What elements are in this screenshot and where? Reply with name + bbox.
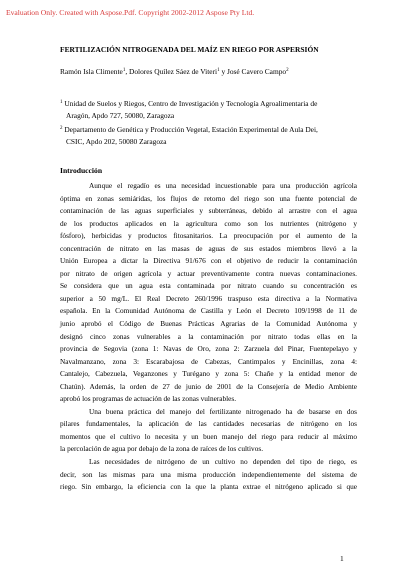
body-line: momentos que el cultivo lo necesita y un buen manejo del riego para reducir al máximo xyxy=(60,431,357,441)
body-line: riego. Sin embargo, la eficiencia con la que la planta extrae el nitrógeno aplicado si que xyxy=(60,482,357,492)
body-line: española. En la Comunidad Autónoma de Castilla y León el Decreto 109/1998 de 11 de xyxy=(60,306,357,316)
body-line: junio aprobó el Código de Buenas Prácticas Agrarias de la Comunidad Autónoma y xyxy=(60,319,357,329)
body-line: contaminación de las aguas superficiales y subterráneas, debido al arrastre con el agua xyxy=(60,206,357,216)
body-line: Navalmanzano, zona 3: Escarabajosa de Cabezas, Cantimpalos y Encinillas, zona 4: xyxy=(60,356,357,366)
body-line: Una buena práctica del manejo del fertilizante nitrogenado ha de basarse en dos xyxy=(89,406,357,416)
body-line: fósforo), herbicidas y productos fitosanitarios. La preocupación por el aumento de la xyxy=(60,231,357,241)
body-line: la percolación de agua por debajo de la zona de raíces de los cultivos. xyxy=(60,444,264,454)
body-line: Unión Europea a dictar la Directiva 91/676 con el objetivo de reducir la contaminación xyxy=(60,256,357,266)
body-line: superior a 50 mg/L. El Real Decreto 260/1996 traspuso esta directiva a la Normativa xyxy=(60,293,357,303)
author-line xyxy=(60,67,289,76)
affiliation-1-line-2: Aragón, Apdo 727, 50080, Zaragoza xyxy=(66,111,175,120)
author-3: y José Cavero Campo xyxy=(219,67,287,76)
affiliation-1-line-1: Unidad de Suelos y Riegos, Centro de Investigación y Tecnología Agroalimentaria de xyxy=(62,99,318,108)
affiliation-2-line-1: Departamento de Genética y Producción Vegetal, Estación Experimental de Aula Dei, xyxy=(62,125,318,134)
body-line: concentración de nitrato en las masas de aguas de sus estados miembros llevó a la xyxy=(60,243,357,253)
section-heading: Introducción xyxy=(60,166,103,175)
body-line: por nitrato de origen agrícola y actuar preventivamente contra nuevas contaminaciones. xyxy=(60,268,357,278)
body-line: Se considera que un agua esta contaminada por nitrato cuando su concentración es xyxy=(60,281,357,291)
author-1-affiliation-mark: 1 xyxy=(122,68,126,73)
affiliation-1 xyxy=(60,97,317,122)
body-line: designó cinco zonas vulnerables a la contaminación por nitrato todas ellas en la xyxy=(60,331,357,341)
affiliation-1-mark: 1 xyxy=(60,100,63,105)
body-line: de los productos aplicados en la agricultura como son los nutrientes (nitrógeno y xyxy=(60,218,357,228)
body-line: Las necesidades de nitrógeno de un cultivo no dependen del tipo de riego, es xyxy=(89,457,357,467)
body-line: decir, son las mismas para una misma producción independientemente del sistema de xyxy=(60,469,357,479)
paper-title: FERTILIZACIÓN NITROGENADA DEL MAÍZ EN RIEGO POR ASPERSIÓN xyxy=(60,45,319,54)
body-line: óptima en zonas semiáridas, los flujos de retorno del riego son una fuente potencial de xyxy=(60,193,357,203)
author-3-affiliation-mark: 2 xyxy=(286,68,289,73)
body-line: aprobó los programas de actuación de las zonas vulnerables. xyxy=(60,394,237,404)
page-number: 1 xyxy=(340,554,344,563)
body-line: Aunque el regadío es una necesidad incuestionable para una producción agrícola xyxy=(89,181,357,190)
affiliation-2-mark: 2 xyxy=(60,126,63,131)
author-1: Ramón Isla Climente xyxy=(60,67,123,76)
body-text xyxy=(60,180,357,494)
body-line: pilares fundamentales, la aplicación de las cantidades necesarias de nitrógeno en los xyxy=(60,419,357,429)
author-2-affiliation-mark: 1 xyxy=(217,68,220,73)
affiliation-2 xyxy=(60,123,318,148)
author-2: , Dolores Quílez Sáez de Viteri xyxy=(125,67,218,76)
affiliation-2-line-2: CSIC, Apdo 202, 50080 Zaragoza xyxy=(66,137,167,146)
body-line: Chatún). Además, la orden de 27 de junio de 2001 de la Consejería de Medio Ambiente xyxy=(60,381,357,391)
body-line: Cantalejo, Cabezuela, Veganzones y Turégano y zona 5: Chañe y la entidad menor de xyxy=(60,369,357,379)
body-line: provincia de Segovia (zona 1: Navas de Oro, zona 2: Zarzuela del Pinar, Fuentepelayo y xyxy=(60,344,357,354)
evaluation-watermark: Evaluation Only. Created with Aspose.Pdf. Copyright 2002-2012 Aspose Pty Ltd. xyxy=(6,8,255,17)
